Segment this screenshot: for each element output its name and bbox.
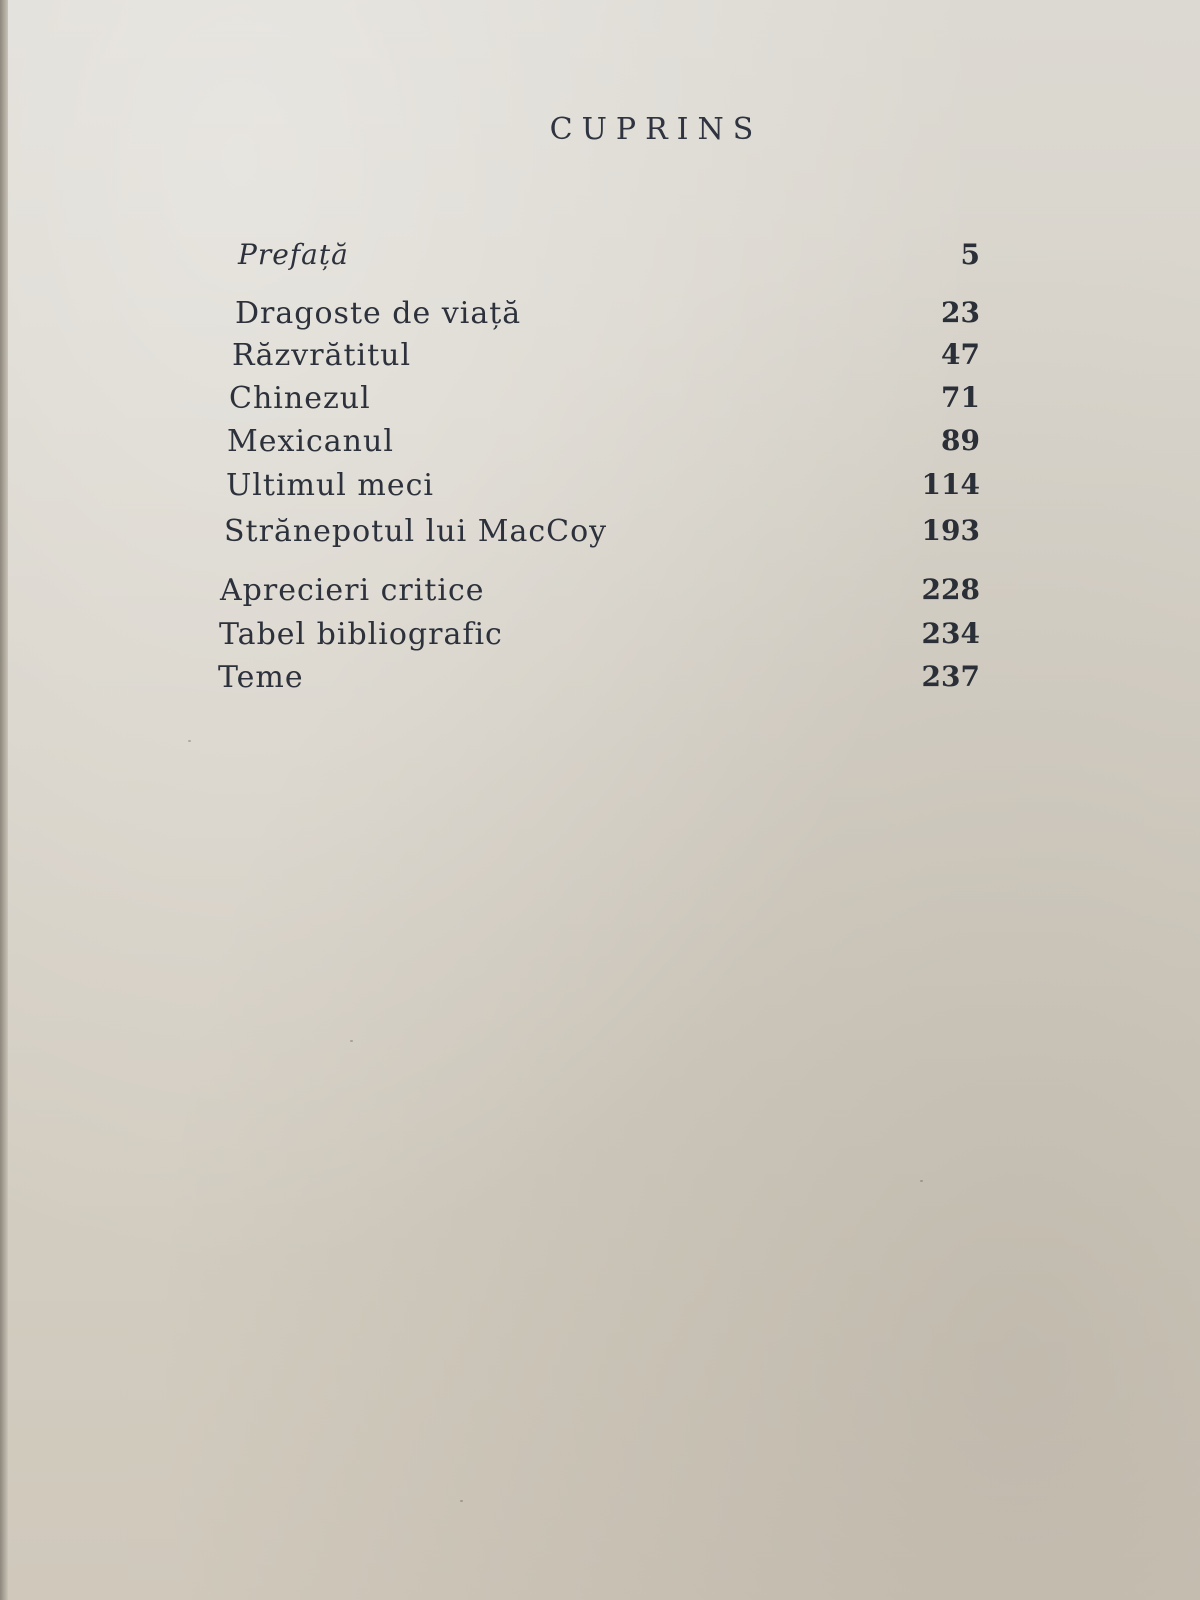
toc-entry-page: 71: [941, 381, 980, 414]
toc-entry-page: 5: [960, 238, 980, 271]
toc-entry-title: Teme: [218, 660, 304, 695]
toc-entry-title: Răzvrătitul: [232, 338, 412, 373]
toc-entry-title: Dragoste de viață: [235, 296, 522, 331]
toc-entry-title: Ultimul meci: [226, 468, 435, 503]
toc-entry: [0, 617, 1200, 657]
toc-entry-page: 23: [941, 296, 980, 329]
toc-entry: [0, 514, 1200, 554]
toc-entry-page: 193: [921, 514, 980, 547]
toc-entry: [0, 573, 1200, 613]
toc-entry-page: 228: [921, 573, 980, 606]
toc-entry: [0, 468, 1200, 508]
toc-entry-page: 234: [921, 617, 980, 650]
toc-entry: [0, 660, 1200, 700]
toc-entry: [0, 238, 1200, 278]
page-title: CUPRINS: [549, 112, 763, 147]
toc-entry-title: Tabel bibliografic: [219, 617, 503, 652]
toc-entry: [0, 296, 1200, 336]
toc-entry-title: Aprecieri critice: [220, 573, 485, 608]
toc-entry-page: 47: [941, 338, 980, 371]
toc-entry-page: 237: [921, 660, 980, 693]
toc-entry-title: Prefață: [238, 238, 349, 271]
toc-entry-title: Mexicanul: [227, 424, 394, 459]
toc-entry: [0, 381, 1200, 421]
toc-entry-title: Strănepotul lui MacCoy: [224, 514, 608, 549]
toc-entry-page: 114: [921, 468, 980, 501]
toc-entry: [0, 338, 1200, 378]
toc-entry-title: Chinezul: [229, 381, 371, 416]
toc-entry-page: 89: [941, 424, 980, 457]
toc-entry: [0, 424, 1200, 464]
